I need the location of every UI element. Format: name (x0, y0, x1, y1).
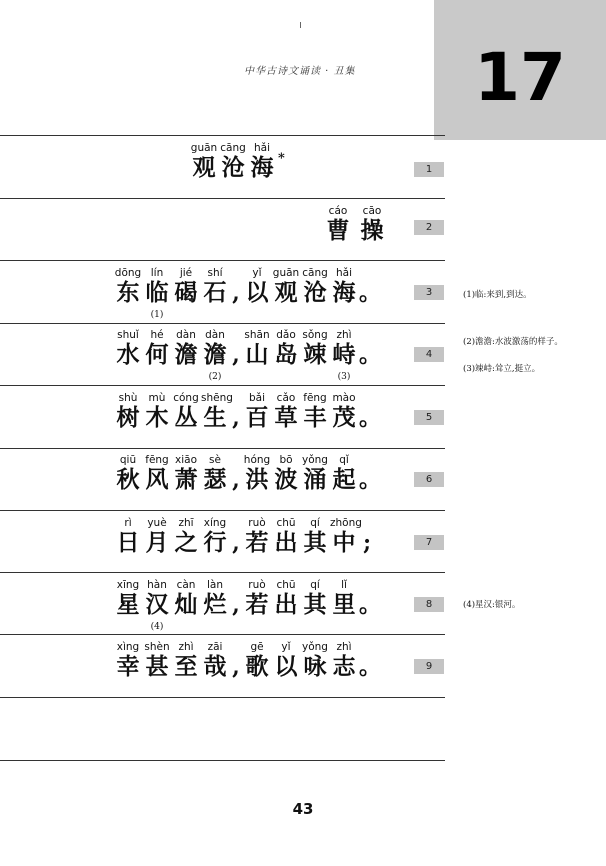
poem-char: 茂 (332, 404, 356, 431)
poem-char: 歌 (245, 653, 269, 680)
punctuation: 。 (359, 280, 382, 306)
poem-char: 以 (245, 279, 269, 306)
pinyin: cāo (362, 205, 382, 217)
poem-char: 志 (332, 653, 356, 680)
poem-line-row (0, 453, 445, 515)
pinyin: shù (118, 392, 138, 404)
poem-char: 碣 (174, 279, 198, 306)
pinyin: zhì (336, 641, 352, 653)
poem-author-row (0, 204, 445, 266)
poem-char: 汉 (145, 591, 169, 618)
pinyin: shèn (144, 641, 170, 653)
poem-title-row (0, 141, 445, 203)
pinyin: zāi (207, 641, 223, 653)
line-number-badge: 7 (414, 535, 444, 550)
author-char: 曹 (326, 217, 350, 244)
title-char: 沧 (221, 154, 245, 181)
pinyin: xìng (116, 641, 140, 653)
pinyin: cáo (328, 205, 348, 217)
poem-char: 里 (332, 591, 356, 618)
crop-mark (300, 22, 301, 28)
poem-char: 瑟 (203, 466, 227, 493)
pinyin: yǐ (281, 641, 291, 653)
poem-char: 澹 (203, 341, 227, 368)
pinyin: xiāo (175, 454, 197, 466)
series-title: 中华古诗文诵读 · 丑集 (244, 66, 356, 77)
poem-char: 海 (332, 279, 356, 306)
lesson-number: 17 (474, 39, 566, 116)
pinyin: hé (150, 329, 164, 341)
poem-char: 澹 (174, 341, 198, 368)
poem-char: 风 (145, 466, 169, 493)
pinyin: qí (310, 579, 320, 591)
pinyin: fēng (145, 454, 169, 466)
poem-char: 其 (303, 591, 327, 618)
page-number: 43 (292, 800, 314, 818)
footnote-marker: (1) (150, 310, 164, 320)
poem-char: 灿 (174, 591, 198, 618)
title-char: 海 (250, 154, 274, 181)
poem-char: 东 (116, 279, 140, 306)
pinyin: zhì (178, 641, 194, 653)
poem-line-row (0, 516, 445, 578)
pinyin: hàn (147, 579, 167, 591)
punctuation: , (232, 592, 240, 618)
footnote-marker: (3) (337, 372, 351, 382)
pinyin: cāng (302, 267, 328, 279)
pinyin: càn (176, 579, 196, 591)
pinyin: xíng (203, 517, 227, 529)
poem-char: 以 (274, 653, 298, 680)
poem-char: 之 (174, 529, 198, 556)
poem-line-row (0, 328, 445, 390)
pinyin: qí (310, 517, 320, 529)
poem-char: 洪 (245, 466, 269, 493)
pinyin: chū (276, 517, 296, 529)
line-number-badge: 9 (414, 659, 444, 674)
poem-char: 行 (203, 529, 227, 556)
pinyin: bǎi (248, 392, 266, 404)
punctuation: 。 (359, 405, 382, 431)
poem-char: 若 (245, 591, 269, 618)
pinyin: fēng (303, 392, 327, 404)
pinyin: qiū (119, 454, 137, 466)
poem-char: 山 (245, 341, 269, 368)
poem-char: 丛 (174, 404, 198, 431)
poem-char: 中 (332, 529, 356, 556)
poem-char: 百 (245, 404, 269, 431)
pinyin: rì (124, 517, 132, 529)
rule (0, 135, 445, 136)
annotation-note: (2)澹澹:水波激荡的样子。 (463, 337, 563, 347)
pinyin: hǎi (253, 142, 270, 154)
pinyin: shí (207, 267, 223, 279)
pinyin: guān (272, 267, 300, 279)
pinyin: yuè (147, 517, 167, 529)
footnote-marker: (2) (208, 372, 222, 382)
poem-char: 月 (145, 529, 169, 556)
poem-char: 丰 (303, 404, 327, 431)
poem-char: 波 (274, 466, 298, 493)
pinyin: làn (206, 579, 223, 591)
pinyin: dǎo (276, 329, 296, 341)
punctuation: , (232, 280, 240, 306)
poem-char: 观 (274, 279, 298, 306)
annotation-note: (3)竦峙:耸立,挺立。 (463, 364, 541, 374)
punctuation: , (232, 342, 240, 368)
poem-char: 涌 (303, 466, 327, 493)
poem-line-row (0, 391, 445, 453)
poem-char: 生 (203, 404, 227, 431)
pinyin: yǒng (302, 641, 328, 653)
pinyin: shēng (201, 392, 233, 404)
poem-char: 幸 (116, 653, 140, 680)
poem-char: 秋 (116, 466, 140, 493)
rule (0, 760, 445, 761)
pinyin: cǎo (276, 392, 296, 404)
pinyin: hǎi (335, 267, 352, 279)
pinyin: sè (209, 454, 221, 466)
pinyin: lǐ (341, 579, 347, 591)
poem-char: 出 (274, 529, 298, 556)
punctuation: , (232, 530, 240, 556)
pinyin: qǐ (339, 454, 349, 466)
poem-char: 起 (332, 466, 356, 493)
pinyin: chū (276, 579, 296, 591)
poem-line-row (0, 578, 445, 640)
annotation-note: (4)星汉:银河。 (463, 600, 521, 610)
poem-char: 萧 (174, 466, 198, 493)
punctuation: ; (362, 530, 372, 556)
pinyin: zhōng (330, 517, 362, 529)
pinyin: ruò (248, 579, 266, 591)
annotation-note: (1)临:来到,到达。 (463, 290, 532, 300)
punctuation: 。 (359, 654, 382, 680)
punctuation: 。 (359, 342, 382, 368)
poem-char: 木 (145, 404, 169, 431)
pinyin: cāng (220, 142, 246, 154)
line-number-badge: 2 (414, 220, 444, 235)
line-number-badge: 4 (414, 347, 444, 362)
pinyin: yǐ (252, 267, 262, 279)
line-number-badge: 6 (414, 472, 444, 487)
poem-char: 水 (116, 341, 140, 368)
punctuation: , (232, 467, 240, 493)
title-asterisk: * (278, 151, 285, 166)
poem-char: 岛 (274, 341, 298, 368)
poem-char: 烂 (203, 591, 227, 618)
pinyin: cóng (173, 392, 199, 404)
pinyin: zhì (336, 329, 352, 341)
title-char: 观 (192, 154, 216, 181)
poem-char: 树 (116, 404, 140, 431)
line-number-badge: 1 (414, 162, 444, 177)
poem-char: 若 (245, 529, 269, 556)
punctuation: 。 (359, 592, 382, 618)
poem-char: 哉 (203, 653, 227, 680)
line-number-badge: 8 (414, 597, 444, 612)
pinyin: dōng (114, 267, 142, 279)
poem-line-row (0, 266, 445, 328)
pinyin: hóng (243, 454, 271, 466)
poem-char: 甚 (145, 653, 169, 680)
poem-char: 其 (303, 529, 327, 556)
pinyin: xīng (116, 579, 140, 591)
line-number-badge: 3 (414, 285, 444, 300)
poem-char: 竦 (303, 341, 327, 368)
footnote-marker: (4) (150, 622, 164, 632)
poem-char: 沧 (303, 279, 327, 306)
author-char: 操 (360, 217, 384, 244)
poem-char: 日 (116, 529, 140, 556)
poem-line-row (0, 640, 445, 702)
poem-char: 何 (145, 341, 169, 368)
pinyin: bō (279, 454, 293, 466)
pinyin: shuǐ (117, 329, 139, 341)
pinyin: dàn (205, 329, 225, 341)
poem-char: 峙 (332, 341, 356, 368)
pinyin: mù (148, 392, 166, 404)
punctuation: 。 (359, 467, 382, 493)
pinyin: jié (179, 267, 193, 279)
poem-char: 草 (274, 404, 298, 431)
poem-char: 临 (145, 279, 169, 306)
pinyin: lín (150, 267, 164, 279)
punctuation: , (232, 405, 240, 431)
punctuation: , (232, 654, 240, 680)
poem-char: 星 (116, 591, 140, 618)
poem-char: 石 (203, 279, 227, 306)
pinyin: mào (332, 392, 356, 404)
pinyin: gē (250, 641, 264, 653)
pinyin: guān (190, 142, 218, 154)
pinyin: ruò (248, 517, 266, 529)
pinyin: dàn (176, 329, 196, 341)
pinyin: sǒng (302, 329, 328, 341)
poem-char: 咏 (303, 653, 327, 680)
line-number-badge: 5 (414, 410, 444, 425)
pinyin: zhī (178, 517, 194, 529)
pinyin: yǒng (302, 454, 328, 466)
poem-char: 至 (174, 653, 198, 680)
pinyin: shān (244, 329, 270, 341)
poem-char: 出 (274, 591, 298, 618)
